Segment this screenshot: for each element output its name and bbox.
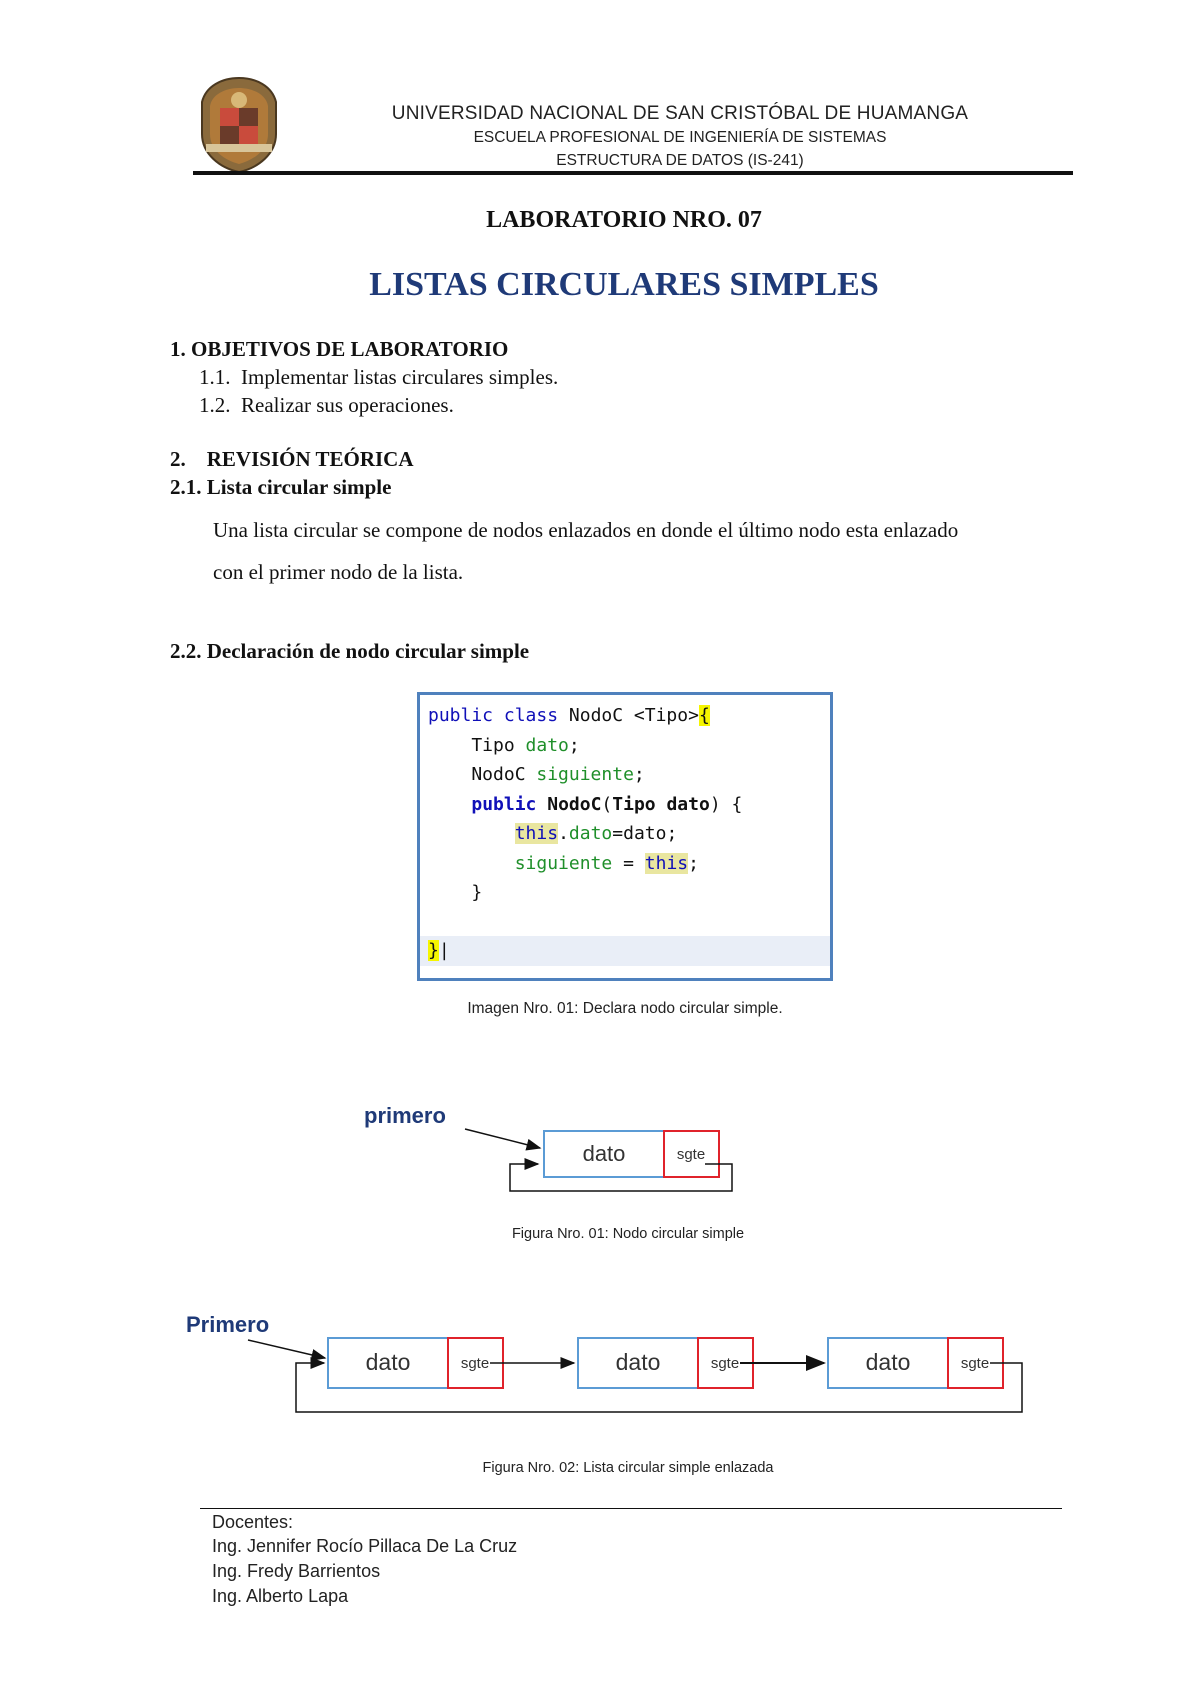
teacher-name: Ing. Alberto Lapa	[212, 1586, 349, 1606]
node-next-label: sgte	[460, 1355, 490, 1372]
list-node	[578, 1338, 753, 1388]
subsection-2-1-heading: 2.1. Lista circular simple	[170, 475, 392, 499]
node-data-label: dato	[582, 1141, 626, 1166]
node-data-label: dato	[615, 1349, 661, 1375]
university-name: UNIVERSIDAD NACIONAL DE SAN CRISTÓBAL DE HUAMANGA	[391, 103, 969, 124]
subsection-2-2-heading: 2.2. Declaración de nodo circular simple	[170, 639, 530, 663]
code-current-line-highlight	[420, 936, 830, 966]
objective-item: 1.2. Realizar sus operaciones.	[199, 393, 454, 417]
teacher-name: Ing. Fredy Barrientos	[212, 1561, 381, 1581]
figure-2-diagram	[180, 1302, 1040, 1422]
node-next-label: sgte	[960, 1355, 990, 1372]
school-name: ESCUELA PROFESIONAL DE INGENIERÍA DE SISTEMAS	[473, 129, 887, 146]
objective-item: 1.1. Implementar listas circulares simples.	[199, 365, 559, 389]
lab-number: LABORATORIO NRO. 07	[486, 207, 762, 233]
pointer-label: Primero	[186, 1312, 270, 1337]
code-listing: public class NodoC <Tipo>{ Tipo dato; NodoC siguiente; public NodoC(Tipo dato) { this.dato=dato; siguiente = this; } }|	[417, 692, 833, 981]
teacher-name: Ing. Jennifer Rocío Pillaca De La Cruz	[212, 1536, 518, 1556]
header-rule	[193, 171, 1073, 175]
list-node	[828, 1338, 1003, 1388]
code-caption: Imagen Nro. 01: Declara nodo circular simple.	[467, 1000, 783, 1017]
list-node	[328, 1338, 503, 1388]
section-2-heading: 2. REVISIÓN TEÓRICA	[170, 447, 414, 471]
node-next-label: sgte	[676, 1146, 706, 1163]
figure-1-caption: Figura Nro. 01: Nodo circular simple	[511, 1226, 745, 1242]
university-crest-logo	[196, 74, 282, 174]
node-data-label: dato	[365, 1349, 411, 1375]
footer-rule	[200, 1508, 1062, 1509]
figure-1-diagram	[350, 1095, 750, 1195]
node-next-label: sgte	[710, 1355, 740, 1372]
section-1-heading: 1. OBJETIVOS DE LABORATORIO	[170, 337, 509, 361]
document-title: LISTAS CIRCULARES SIMPLES	[369, 266, 879, 303]
pointer-label: primero	[364, 1103, 446, 1128]
paragraph-line: con el primer nodo de la lista.	[213, 560, 464, 584]
figure-2-caption: Figura Nro. 02: Lista circular simple enlazada	[482, 1460, 774, 1476]
footer-label: Docentes:	[212, 1512, 294, 1532]
course-name: ESTRUCTURA DE DATOS (IS-241)	[556, 152, 804, 169]
paragraph-line: Una lista circular se compone de nodos enlazados en donde el último nodo esta enlazado	[213, 518, 959, 542]
node-data-label: dato	[865, 1349, 911, 1375]
